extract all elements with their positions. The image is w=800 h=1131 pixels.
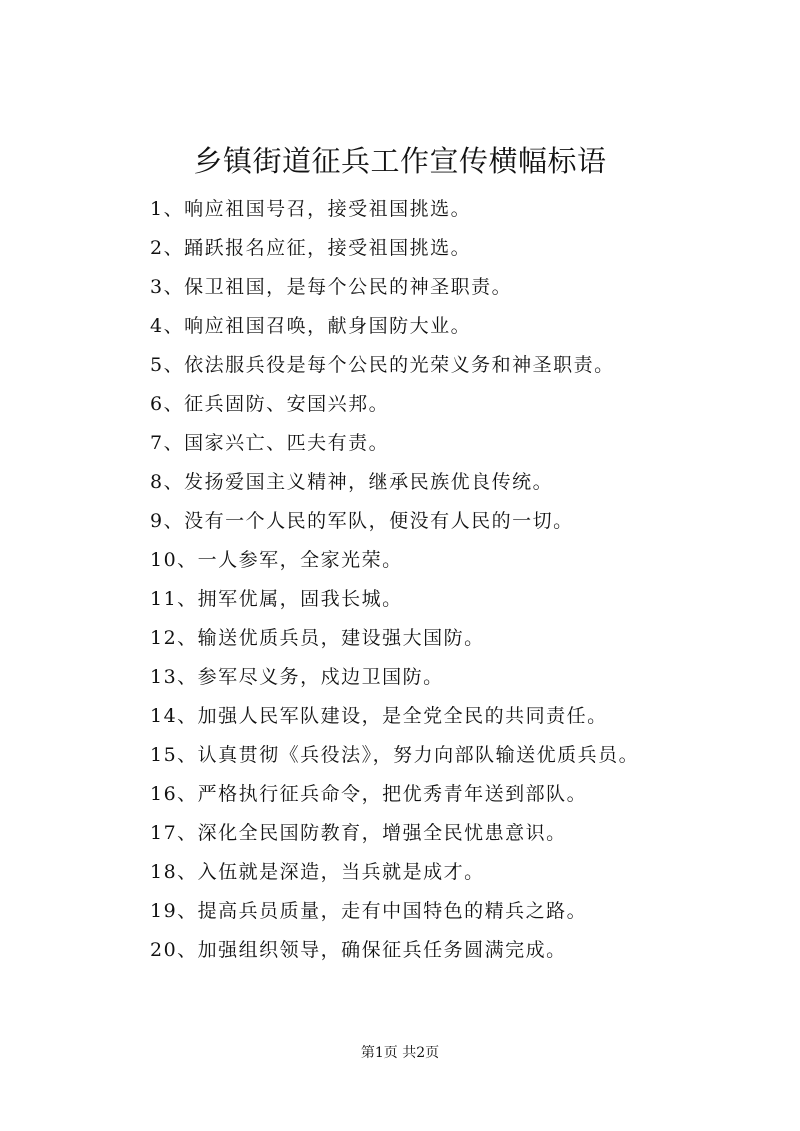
slogan-item: 10、一人参军，全家光荣。	[150, 549, 403, 571]
slogan-item: 15、认真贯彻《兵役法》，努力向部队输送优质兵员。	[150, 744, 640, 766]
slogan-item: 19、提高兵员质量，走有中国特色的精兵之路。	[150, 900, 588, 922]
slogan-item: 2、踊跃报名应征，接受祖国挑选。	[150, 237, 472, 259]
slogan-item: 14、加强人民军队建设，是全党全民的共同责任。	[150, 705, 608, 727]
slogan-item: 18、入伍就是深造，当兵就是成才。	[150, 861, 485, 883]
slogan-item: 3、保卫祖国，是每个公民的神圣职责。	[150, 276, 513, 298]
page-title: 乡镇街道征兵工作宣传横幅标语	[193, 144, 607, 178]
page-footer: 第1页 共2页	[360, 1045, 440, 1061]
slogan-list	[150, 190, 639, 970]
slogan-item: 11、拥军优属，固我长城。	[150, 588, 403, 610]
slogan-item: 7、国家兴亡、匹夫有责。	[150, 432, 390, 454]
slogan-item: 6、征兵固防、安国兴邦。	[150, 393, 390, 415]
slogan-item: 12、输送优质兵员，建设强大国防。	[150, 627, 485, 649]
slogan-item: 17、深化全民国防教育，增强全民忧患意识。	[150, 822, 567, 844]
slogan-item: 8、发扬爱国主义精神，继承民族优良传统。	[150, 471, 554, 493]
slogan-item: 20、加强组织领导，确保征兵任务圆满完成。	[150, 939, 567, 961]
slogan-item: 1、响应祖国号召，接受祖国挑选。	[150, 198, 472, 220]
slogan-item: 9、没有一个人民的军队，便没有人民的一切。	[150, 510, 574, 532]
slogan-item: 5、依法服兵役是每个公民的光荣义务和神圣职责。	[150, 354, 615, 376]
slogan-item: 13、参军尽义务，戍边卫国防。	[150, 666, 444, 688]
slogan-item: 4、响应祖国召唤，献身国防大业。	[150, 315, 472, 337]
slogan-item: 16、严格执行征兵命令，把优秀青年送到部队。	[150, 783, 588, 805]
